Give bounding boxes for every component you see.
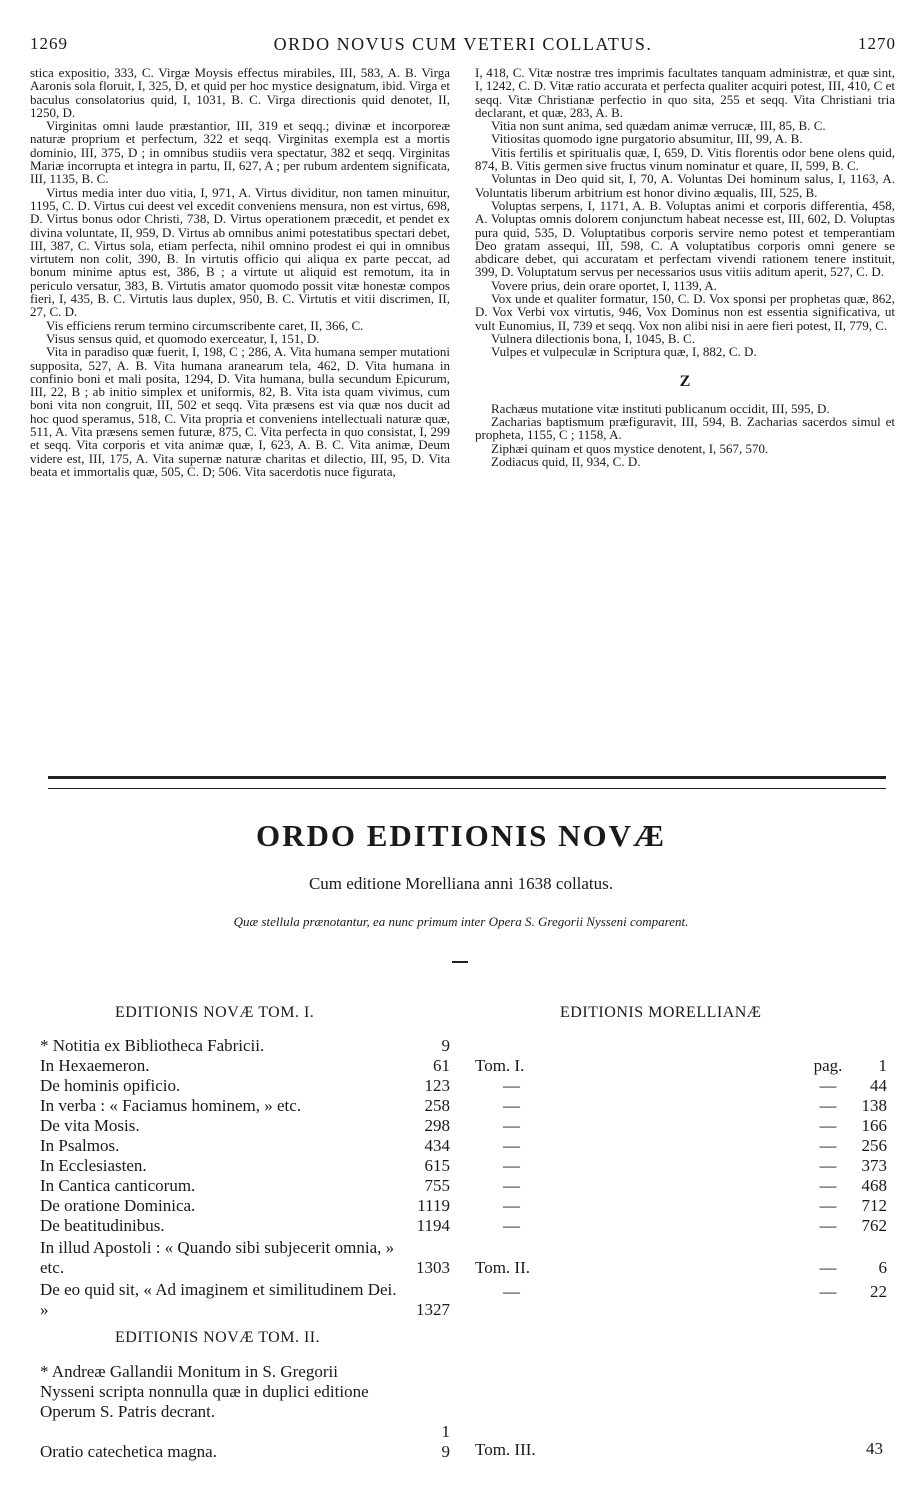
index-entry: Virtus media inter duo vitia, I, 971, A. Virtus dividitur, non tamen minuitur, 1195, C. D. Virtus cui deest vel excedit conveniens mensura, non est virtus, 698, D. Virtus bonus odor Christi, 738, D. Virtus operationem præcedit, et pendet ex divina voluntate, II, 959, D. Virtus ab omnibus animi potestatibus spectari debet, III, 387, C. Virtus sola, etiam perfecta, nihil omnino prodest ei qui in omnibus virtutem non colit, 390, B. In virtutis officio qui aliqua ex parte peccat, ad bonum minime aptus est, 386, B ; a virtute ut aliquid est remotum, ita in periculo versatur, 383, B. Virtutis amator quomodo possit vitæ honestæ compos fieri, I, 435, B. C. Virtutis laus duplex, 950, B. C. Virtutis et vitii discrimen, II, 27, C. D. — [30, 184, 450, 320]
work-title: In Hexaemeron. — [40, 1056, 150, 1075]
signature-mark: 43 — [866, 1439, 883, 1458]
work-title: Oratio catechetica magna. — [40, 1442, 217, 1461]
page-label: — — [819, 1282, 837, 1301]
page-label: — — [819, 1216, 837, 1235]
tome-label: — — [503, 1116, 520, 1135]
page-number: 9 — [441, 1442, 450, 1461]
index-entry: Ziphæi quinam et quos mystice denotent, I, 567, 570. — [491, 440, 769, 456]
asterisk-note: Quæ stellula prænotantur, ea nunc primum inter Opera S. Gregorii Nysseni comparent. — [233, 914, 689, 929]
page-number: 6 — [878, 1258, 887, 1277]
index-entry: Voluptas serpens, I, 1171, A. B. Voluptas animi et corporis differentia, 458, A. Voluptas omnis dolorem conjunctum habeat necesse est, III, 602, D. Voluptas pura quid, 535, D. Voluptatibus corporis servire nemo potest et temperantiam Deo gratam assequi, III, 598, C. A voluptatibus corporis omni genere se abdicare debet, qui accuratam et perfectam vivendi rationem tenere instituit, 399, D. Voluptatum servus per necessarios usus vitiis aditum aperit, 527, C. D. — [475, 197, 895, 280]
page-number: 44 — [870, 1076, 887, 1095]
page-label: — — [819, 1156, 837, 1175]
work-title: * Andreæ Gallandii Monitum in S. Gregorii Nysseni scripta nonnulla quæ in duplici editione Operum S. Patris decrant. — [40, 1362, 369, 1421]
page-number: 373 — [861, 1156, 887, 1175]
page-number-right: 1270 — [858, 34, 896, 53]
concordance-row — [40, 1362, 450, 1442]
index-entry: Vulnera dilectionis bona, I, 1045, B. C. — [491, 330, 695, 346]
work-title: In Psalmos. — [40, 1136, 120, 1155]
index-entry: Vovere prius, dein orare oportet, I, 1139, A. — [491, 277, 718, 293]
work-title: De hominis opificio. — [40, 1076, 181, 1095]
work-title: In verba : « Faciamus hominem, » etc. — [40, 1096, 302, 1115]
page-label: — — [819, 1096, 837, 1115]
tome-label: — — [503, 1216, 520, 1235]
page-number: 762 — [861, 1216, 887, 1235]
page-label: — — [819, 1116, 837, 1135]
page-number: 434 — [424, 1136, 450, 1155]
index-column-right — [475, 66, 895, 468]
section-divider — [48, 776, 886, 789]
page-number: 712 — [861, 1196, 887, 1215]
tome-label: Tom. II. — [475, 1258, 530, 1277]
page-number: 138 — [861, 1096, 887, 1115]
page-number: 258 — [424, 1096, 450, 1115]
page-number: 755 — [424, 1176, 450, 1195]
page-label: pag. — [813, 1056, 843, 1075]
index-entry: Vis efficiens rerum termino circumscribente caret, II, 366, C. — [46, 317, 364, 333]
page-number: 9 — [441, 1036, 450, 1055]
work-title: In Ecclesiasten. — [40, 1156, 147, 1175]
page-label: — — [819, 1196, 837, 1215]
page-number: 615 — [424, 1156, 450, 1175]
page-label: — — [819, 1258, 837, 1277]
page-number: 123 — [424, 1076, 450, 1095]
page-number: 61 — [433, 1056, 450, 1075]
index-column-left — [30, 66, 450, 478]
letter-heading: Z — [679, 372, 691, 390]
page-number: 256 — [861, 1136, 887, 1155]
page-number: 1194 — [416, 1216, 450, 1235]
index-entry: Vitis fertilis et spiritualis quæ, I, 659, D. Vitis florentis odor bene olens quid, 874, B. Vitis germen sive fructus vinum nominatur et quare, II, 599, B. C. — [475, 144, 895, 174]
work-title: De vita Mosis. — [40, 1116, 140, 1135]
index-entry: Zodiacus quid, II, 934, C. D. — [491, 454, 641, 470]
work-title: In illud Apostoli : « Quando sibi subjecerit omnia, » etc. — [40, 1238, 395, 1277]
index-entry: Virginitas omni laude præstantior, III, 319 et seqq.; divinæ et incorporeæ naturæ proprium et perfectum, 322 et seqq. Virginitas exempla est a mortis dominio, III, 375, D ; in omnibus studiis vera spectatur, 382 et seqq. Virginitas Mariæ incorrupta et integra in partu, II, 627, A ; per rubum ardentem significata, III, 1135, B. C. — [30, 118, 450, 187]
tome-label: — — [503, 1282, 520, 1301]
page-number: 1 — [441, 1422, 450, 1441]
page-number: 298 — [424, 1116, 450, 1135]
running-header — [30, 34, 896, 58]
index-entry: Vulpes et vulpeculæ in Scriptura quæ, I, 882, C. D. — [491, 344, 757, 360]
tom1-heading: EDITIONIS NOVÆ TOM. I. — [115, 1004, 315, 1021]
index-entry: Vitiositas quomodo igne purgatorio absumitur, III, 99, A. B. — [491, 131, 803, 147]
section-title: ORDO EDITIONIS NOVÆ — [255, 818, 667, 853]
index-entry: Rachæus mutatione vitæ instituti publicanum occidit, III, 595, D. — [491, 400, 830, 416]
morelliana-heading: EDITIONIS MORELLIANÆ — [560, 1004, 762, 1021]
tome-label: — — [503, 1096, 520, 1115]
page-label: — — [819, 1176, 837, 1195]
index-entry: Vox unde et qualiter formatur, 150, C. D. Vox sponsi per prophetas quæ, 862, D. Vox Verbi vox virtutis, 946, Vox Dominus non est essentia significativa, ut vult Eunomius, II, 739 et seqq. Vox non alibi nisi in aere fieri potest, II, 779, C. — [475, 291, 895, 333]
tome-label: — — [503, 1176, 520, 1195]
section-subtitle: Cum editione Morelliana anni 1638 collatus. — [308, 874, 614, 893]
work-title: De eo quid sit, « Ad imaginem et similitudinem Dei. » — [40, 1280, 397, 1319]
page-number-left: 1269 — [30, 34, 68, 53]
page-number: 166 — [861, 1116, 887, 1135]
work-title: * Notitia ex Bibliotheca Fabricii. — [40, 1036, 265, 1055]
tome-label: Tom. I. — [475, 1056, 525, 1075]
work-title: In Cantica canticorum. — [40, 1176, 196, 1195]
page-number: 22 — [870, 1282, 887, 1301]
work-title: De beatitudinibus. — [40, 1216, 165, 1235]
page-number: 1 — [878, 1056, 887, 1075]
tome-label: — — [503, 1196, 520, 1215]
tome-label: — — [503, 1156, 520, 1175]
page-number: 1327 — [416, 1300, 450, 1319]
index-entry: Visus sensus quid, et quomodo exerceatur, I, 151, D. — [46, 330, 320, 346]
page-number: 1119 — [417, 1196, 450, 1215]
index-entry: Zacharias baptismum præfiguravit, III, 594, B. Zacharias sacerdos simul et propheta, 1155, C ; 1158, A. — [475, 414, 895, 443]
short-dash-divider — [452, 961, 468, 963]
work-title: De oratione Dominica. — [40, 1196, 196, 1215]
running-title: ORDO NOVUS CUM VETERI COLLATUS. — [273, 34, 653, 54]
page-number: 1303 — [416, 1258, 450, 1277]
page-label: — — [819, 1076, 837, 1095]
page-label: — — [819, 1136, 837, 1155]
index-entry: stica expositio, 333, C. Virgæ Moysis effectus mirabiles, III, 583, A. B. Virga Aaronis sola floruit, I, 325, D, et quid per hoc mystice designatum, ibid. Virga et baculus consolatorius quid, I, 1031, B. C. Virga directionis quid denotet, II, 1250, D. — [30, 65, 450, 120]
tome-label: — — [503, 1136, 520, 1155]
index-entry: Vita in paradiso quæ fuerit, I, 198, C ; 286, A. Vita humana semper mutationi supposita, 527, A. B. Vita humana aranearum tela, 462, D. Vita humana in confinio boni et mali posita, 1294, D. Vita humana, bulla secundum Epicurum, III, 22, B ; ab initio simplex et uniformis, 82, B. Vita ista quam vivimus, cum boni vita non congruit, III, 502 et seqq. Vita præsens est via quæ nos ducit ad hoc quod speramus, 518, C. Vita propria et conveniens intellectuali naturæ quæ, 511, A. Vita præsens semen futuræ, 875, C. Vita perfecta in quo consistat, I, 299 et seqq. Vita corporis et vita animæ quæ, I, 623, A. B. C. Vita animæ, Deum videre est, III, 175, A. Vita supernæ naturæ charitas et dilectio, III, 95, D. Vita beata et immortalis quæ, 505, C. D; 506. Vita sacerdotis nuce figurata, — [30, 344, 450, 479]
tome-label: Tom. III. — [475, 1440, 536, 1459]
index-entry: Voluntas in Deo quid sit, I, 70, A. Voluntas Dei hominum salus, I, 1163, A. Voluntatis liberum arbitrium est honor divino æqualis, III, 525, B. — [475, 171, 895, 200]
page-number: 468 — [861, 1176, 887, 1195]
index-entry: I, 418, C. Vitæ nostræ tres imprimis facultates tanquam administræ, et quæ sint, I, 1242, C. D. Vitæ ratio accurata et perfecta qualiter acquiri potest, III, 410, C et seqq. Vitæ Christianæ perfectio in quo sita, 255 et seqq. Vita Christiani tria declarant, et quæ, 283, A. B. — [475, 65, 895, 120]
tom2-heading: EDITIONIS NOVÆ TOM. II. — [115, 1329, 321, 1346]
tome-label: — — [503, 1076, 520, 1095]
index-entry: Vitia non sunt anima, sed quædam animæ verrucæ, III, 85, B. C. — [491, 118, 826, 134]
